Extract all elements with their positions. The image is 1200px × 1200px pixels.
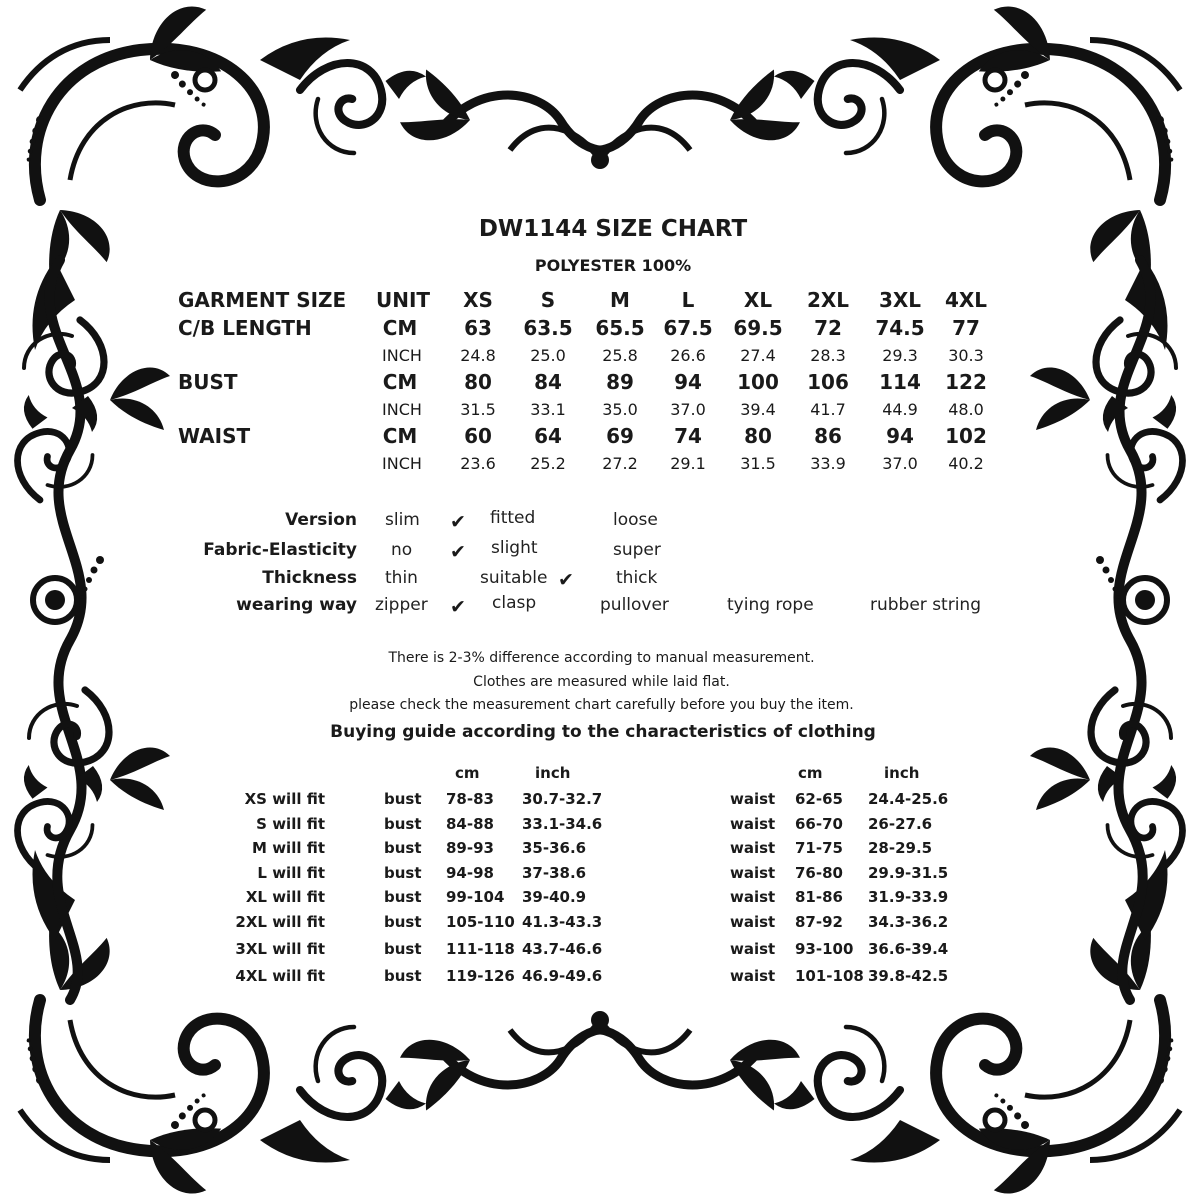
guide-waist-label: waist xyxy=(730,967,776,985)
inch-value-cell: 29.1 xyxy=(670,454,706,473)
cm-value-cell: 84 xyxy=(534,370,562,394)
cm-value-cell: 106 xyxy=(807,370,849,394)
inch-value-cell: 25.2 xyxy=(530,454,566,473)
inch-value-cell: 33.9 xyxy=(810,454,846,473)
characteristic-option: slight xyxy=(491,538,538,558)
size-header-cell: 2XL xyxy=(806,288,850,312)
characteristic-option: thin xyxy=(385,568,418,588)
guide-waist-cm-value: 101-108 xyxy=(795,967,864,985)
guide-waist-inch-value: 26-27.6 xyxy=(868,815,933,833)
guide-size-label: 2XL will fit xyxy=(235,913,325,931)
guide-bust-inch-value: 41.3-43.3 xyxy=(522,913,603,931)
checkmark-icon: ✔ xyxy=(558,569,574,591)
guide-bust-label: bust xyxy=(384,967,422,985)
characteristic-option: fitted xyxy=(490,508,536,528)
cm-value-cell: 122 xyxy=(945,370,987,394)
guide-waist-inch-header: inch xyxy=(884,764,920,782)
guide-bust-cm-value: 111-118 xyxy=(446,940,515,958)
guide-bust-inch-value: 35-36.6 xyxy=(522,839,587,857)
guide-waist-inch-value: 28-29.5 xyxy=(868,839,933,857)
note-line: There is 2-3% difference according to manual measurement. xyxy=(388,650,815,666)
cm-value-cell: 69 xyxy=(606,424,634,448)
inch-value-cell: 27.4 xyxy=(740,346,776,365)
size-header-cell: XS xyxy=(463,288,493,312)
characteristic-label: Version xyxy=(285,510,357,530)
guide-waist-label: waist xyxy=(730,913,776,931)
note-line: please check the measurement chart carefully before you buy the item. xyxy=(349,697,854,713)
inch-value-cell: 31.5 xyxy=(460,400,496,419)
guide-bust-cm-value: 84-88 xyxy=(446,815,494,833)
guide-bust-label: bust xyxy=(384,864,422,882)
cm-value-cell: 67.5 xyxy=(663,316,713,340)
guide-bust-label: bust xyxy=(384,940,422,958)
characteristic-option: no xyxy=(391,540,413,560)
guide-bust-label: bust xyxy=(384,888,422,906)
guide-size-label: S will fit xyxy=(256,815,325,833)
cm-value-cell: 102 xyxy=(945,424,987,448)
guide-bust-inch-value: 33.1-34.6 xyxy=(522,815,603,833)
cm-value-cell: 65.5 xyxy=(595,316,645,340)
cm-value-cell: 89 xyxy=(606,370,634,394)
guide-waist-inch-value: 29.9-31.5 xyxy=(868,864,949,882)
guide-bust-inch-value: 37-38.6 xyxy=(522,864,587,882)
unit-cm-label: CM xyxy=(382,424,418,448)
guide-waist-inch-value: 36.6-39.4 xyxy=(868,940,949,958)
guide-waist-label: waist xyxy=(730,940,776,958)
guide-bust-label: bust xyxy=(384,839,422,857)
inch-value-cell: 25.8 xyxy=(602,346,638,365)
guide-waist-inch-value: 39.8-42.5 xyxy=(868,967,949,985)
cm-value-cell: 94 xyxy=(674,370,702,394)
cm-value-cell: 64 xyxy=(534,424,562,448)
guide-waist-cm-value: 87-92 xyxy=(795,913,843,931)
inch-value-cell: 27.2 xyxy=(602,454,638,473)
cm-value-cell: 77 xyxy=(952,316,980,340)
unit-cm-label: CM xyxy=(382,370,418,394)
inch-value-cell: 31.5 xyxy=(740,454,776,473)
characteristic-option: super xyxy=(613,540,661,560)
guide-waist-inch-value: 34.3-36.2 xyxy=(868,913,949,931)
cm-value-cell: 80 xyxy=(744,424,772,448)
unit-cm-label: CM xyxy=(382,316,418,340)
guide-waist-label: waist xyxy=(730,864,776,882)
cm-value-cell: 100 xyxy=(737,370,779,394)
guide-waist-label: waist xyxy=(730,790,776,808)
unit-inch-label: INCH xyxy=(382,454,422,473)
measurement-label: BUST xyxy=(178,370,238,394)
guide-size-label: 3XL will fit xyxy=(235,940,325,958)
cm-value-cell: 94 xyxy=(886,424,914,448)
guide-size-label: XS will fit xyxy=(244,790,325,808)
inch-value-cell: 26.6 xyxy=(670,346,706,365)
inch-value-cell: 44.9 xyxy=(882,400,918,419)
guide-bust-label: bust xyxy=(384,790,422,808)
cm-value-cell: 63.5 xyxy=(523,316,573,340)
guide-waist-cm-value: 71-75 xyxy=(795,839,843,857)
guide-waist-cm-value: 93-100 xyxy=(795,940,854,958)
size-header-cell: S xyxy=(540,288,556,312)
characteristic-option: rubber string xyxy=(870,595,981,615)
checkmark-icon: ✔ xyxy=(450,541,466,563)
cm-value-cell: 74 xyxy=(674,424,702,448)
characteristic-option: tying rope xyxy=(727,595,814,615)
material-subtitle: POLYESTER 100% xyxy=(534,256,692,275)
guide-waist-label: waist xyxy=(730,839,776,857)
characteristic-option: suitable xyxy=(480,568,548,588)
cm-value-cell: 69.5 xyxy=(733,316,783,340)
guide-bust-inch-value: 46.9-49.6 xyxy=(522,967,603,985)
inch-value-cell: 40.2 xyxy=(948,454,984,473)
cm-value-cell: 72 xyxy=(814,316,842,340)
checkmark-icon: ✔ xyxy=(450,596,466,618)
cm-value-cell: 60 xyxy=(464,424,492,448)
inch-value-cell: 41.7 xyxy=(810,400,846,419)
garment-size-header: GARMENT SIZE xyxy=(178,288,347,312)
guide-waist-cm-value: 76-80 xyxy=(795,864,843,882)
inch-value-cell: 24.8 xyxy=(460,346,496,365)
inch-value-cell: 37.0 xyxy=(882,454,918,473)
note-line: Clothes are measured while laid flat. xyxy=(473,674,730,690)
measurement-label: C/B LENGTH xyxy=(178,316,312,340)
inch-value-cell: 37.0 xyxy=(670,400,706,419)
guide-bust-label: bust xyxy=(384,815,422,833)
inch-value-cell: 33.1 xyxy=(530,400,566,419)
inch-value-cell: 39.4 xyxy=(740,400,776,419)
cm-value-cell: 63 xyxy=(464,316,492,340)
guide-waist-cm-value: 62-65 xyxy=(795,790,843,808)
guide-waist-inch-value: 24.4-25.6 xyxy=(868,790,949,808)
inch-value-cell: 48.0 xyxy=(948,400,984,419)
guide-waist-cm-header: cm xyxy=(798,764,823,782)
guide-bust-cm-header: cm xyxy=(455,764,480,782)
size-header-cell: 3XL xyxy=(878,288,922,312)
inch-value-cell: 29.3 xyxy=(882,346,918,365)
size-header-cell: 4XL xyxy=(944,288,988,312)
measurement-label: WAIST xyxy=(178,424,251,448)
guide-bust-inch-value: 43.7-46.6 xyxy=(522,940,603,958)
guide-waist-label: waist xyxy=(730,888,776,906)
guide-size-label: L will fit xyxy=(257,864,325,882)
guide-bust-inch-header: inch xyxy=(535,764,571,782)
inch-value-cell: 23.6 xyxy=(460,454,496,473)
guide-bust-inch-value: 30.7-32.7 xyxy=(522,790,603,808)
size-header-cell: XL xyxy=(743,288,773,312)
guide-bust-cm-value: 99-104 xyxy=(446,888,505,906)
characteristic-option: clasp xyxy=(492,593,537,613)
guide-size-label: XL will fit xyxy=(245,888,325,906)
size-header-cell: M xyxy=(610,288,630,312)
guide-waist-cm-value: 81-86 xyxy=(795,888,843,906)
characteristic-option: thick xyxy=(616,568,658,588)
guide-bust-cm-value: 105-110 xyxy=(446,913,515,931)
guide-bust-cm-value: 78-83 xyxy=(446,790,494,808)
unit-inch-label: INCH xyxy=(382,346,422,365)
page-title: DW1144 SIZE CHART xyxy=(478,216,748,242)
characteristic-label: Fabric-Elasticity xyxy=(203,540,357,560)
inch-value-cell: 25.0 xyxy=(530,346,566,365)
characteristic-option: zipper xyxy=(375,595,428,615)
unit-inch-label: INCH xyxy=(382,400,422,419)
guide-waist-cm-value: 66-70 xyxy=(795,815,843,833)
guide-bust-label: bust xyxy=(384,913,422,931)
characteristic-option: loose xyxy=(613,510,658,530)
guide-size-label: M will fit xyxy=(252,839,325,857)
guide-bust-cm-value: 89-93 xyxy=(446,839,494,857)
guide-waist-label: waist xyxy=(730,815,776,833)
unit-header: UNIT xyxy=(375,288,431,312)
cm-value-cell: 74.5 xyxy=(875,316,925,340)
characteristic-option: pullover xyxy=(600,595,669,615)
inch-value-cell: 30.3 xyxy=(948,346,984,365)
guide-waist-inch-value: 31.9-33.9 xyxy=(868,888,949,906)
buying-guide-title: Buying guide according to the characteristics of clothing xyxy=(330,722,876,742)
inch-value-cell: 28.3 xyxy=(810,346,846,365)
checkmark-icon: ✔ xyxy=(450,511,466,533)
guide-size-label: 4XL will fit xyxy=(235,967,325,985)
cm-value-cell: 114 xyxy=(879,370,921,394)
cm-value-cell: 80 xyxy=(464,370,492,394)
size-header-cell: L xyxy=(681,288,695,312)
characteristic-label: wearing way xyxy=(236,595,357,615)
inch-value-cell: 35.0 xyxy=(602,400,638,419)
characteristic-label: Thickness xyxy=(262,568,357,588)
characteristic-option: slim xyxy=(385,510,420,530)
cm-value-cell: 86 xyxy=(814,424,842,448)
guide-bust-inch-value: 39-40.9 xyxy=(522,888,587,906)
guide-bust-cm-value: 94-98 xyxy=(446,864,494,882)
guide-bust-cm-value: 119-126 xyxy=(446,967,515,985)
